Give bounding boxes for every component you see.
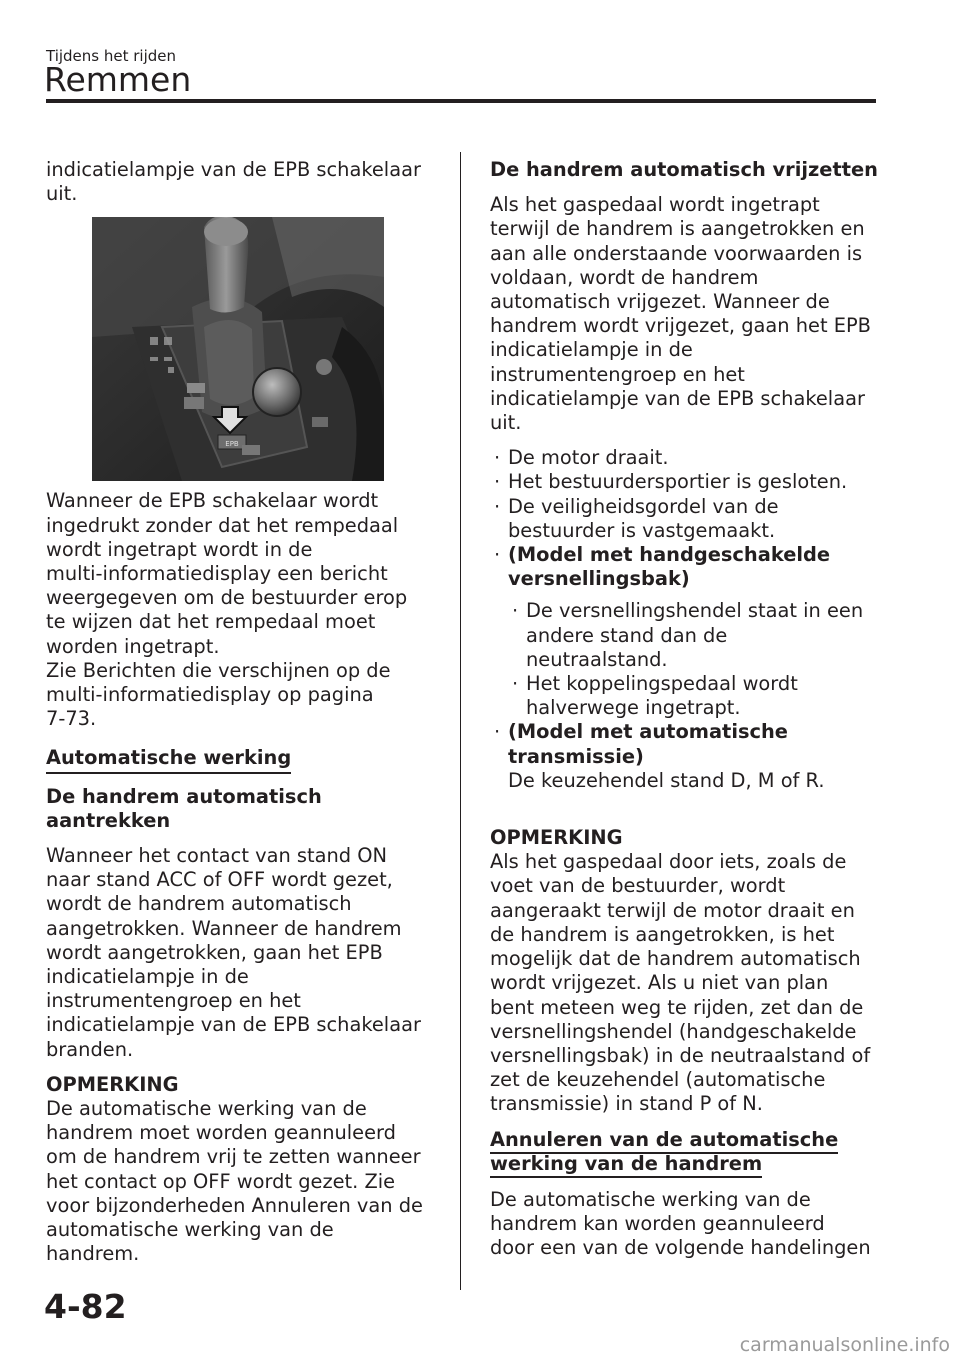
list-item: · De veiligheidsgordel van de bestuurder is vastgemaakt. — [494, 494, 779, 542]
auto-apply-text: Wanneer het contact van stand ON naar stand ACC of OFF wordt gezet, wordt de handrem automatisch aangetrokken. Wanneer de handrem wordt aangetrokken, gaan het EPB indicatielampje in de instrumentengroep en het indicatielampje van de EPB schakelaar branden. — [46, 844, 421, 1061]
conditions-list — [490, 446, 890, 793]
epb-label: EPB — [225, 440, 239, 449]
auto-release-text: Als het gaspedaal wordt ingetrapt terwijl de handrem is aangetrokken en aan alle onderstaande voorwaarden is voldaan, wordt de handrem automatisch vrijgezet. Wanneer de handrem wordt vrijgezet, gaan het EPB indicatielampje in de instrumentengroep en het indicatielampje van de EPB schakelaar uit. — [490, 193, 871, 435]
cancel-text: De automatische werking van de handrem kan worden geannuleerd door een van de volgende handelingen — [490, 1187, 871, 1260]
intro-text: indicatielampje van de EPB schakelaar uit. — [46, 158, 421, 206]
list-item: · De motor draait. — [494, 446, 669, 470]
subheading-auto-release: De handrem automatisch vrijzetten — [490, 158, 878, 181]
epb-switch-photo — [92, 217, 384, 481]
page-title: Remmen — [44, 60, 192, 99]
heading-cancel-auto: Annuleren van de automatische werking van de handrem — [490, 1128, 890, 1176]
left-column — [46, 158, 446, 1278]
list-item: · Het bestuurdersportier is gesloten. — [494, 470, 848, 494]
heading-auto-operation: Automatische werking — [46, 746, 291, 773]
epb-press-text: Wanneer de EPB schakelaar wordt ingedrukt zonder dat het rempedaal wordt ingetrapt wordt in de multi-informatiedisplay een bericht weergegeven om de bestuurder erop te wijzen dat het rempedaal moet worden ingetrapt. Zie Berichten die verschijnen op de multi-informatiedisplay op pagina 7-73. — [46, 489, 408, 731]
header-divider — [46, 99, 876, 103]
list-item: · Het koppelingspedaal wordt halverwege ingetrapt. — [512, 672, 798, 720]
watermark: carmanualsonline.info — [739, 1334, 950, 1356]
list-item-auto: · (Model met automatische transmissie) De keuzehendel stand D, M of R. — [494, 720, 825, 792]
note-label: OPMERKING — [46, 1072, 179, 1096]
page-number: 4-82 — [44, 1287, 127, 1326]
list-item: · De versnellingshendel staat in een andere stand dan de neutraalstand. — [512, 599, 864, 671]
subheading-auto-apply: De handrem automatisch aantrekken — [46, 784, 322, 832]
note-text: Als het gaspedaal door iets, zoals de voet van de bestuurder, wordt aangeraakt terwijl de motor draait en de handrem is aangetrokken, is het mogelijk dat de handrem automatisch wordt vrijgezet. Als u niet van plan bent meteen weg te rijden, zet dan de versnellingshendel (handgeschakelde versnellingsbak) in de neutraalstand of zet de keuzehendel (automatische transmissie) in stand P of N. — [490, 850, 871, 1116]
note-text: De automatische werking van de handrem moet worden geannuleerd om de handrem vrij te zetten wanneer het contact op OFF wordt gezet. Zie voor bijzonderheden Annuleren van de automatische werking van de handrem. — [46, 1097, 423, 1266]
console-illustration — [92, 217, 384, 481]
manual-sub-list — [508, 599, 890, 720]
right-column — [490, 158, 890, 1272]
list-item-manual: · (Model met handgeschakelde versnellingsbak) · De versnellingshendel staat in een andere stand dan de neutraalstand. · Het koppelingspedaal wordt halverwege ingetrapt. — [508, 543, 890, 720]
column-divider — [460, 152, 461, 1290]
section-header: Tijdens het rijden — [46, 47, 177, 65]
note-label: OPMERKING — [490, 826, 623, 850]
